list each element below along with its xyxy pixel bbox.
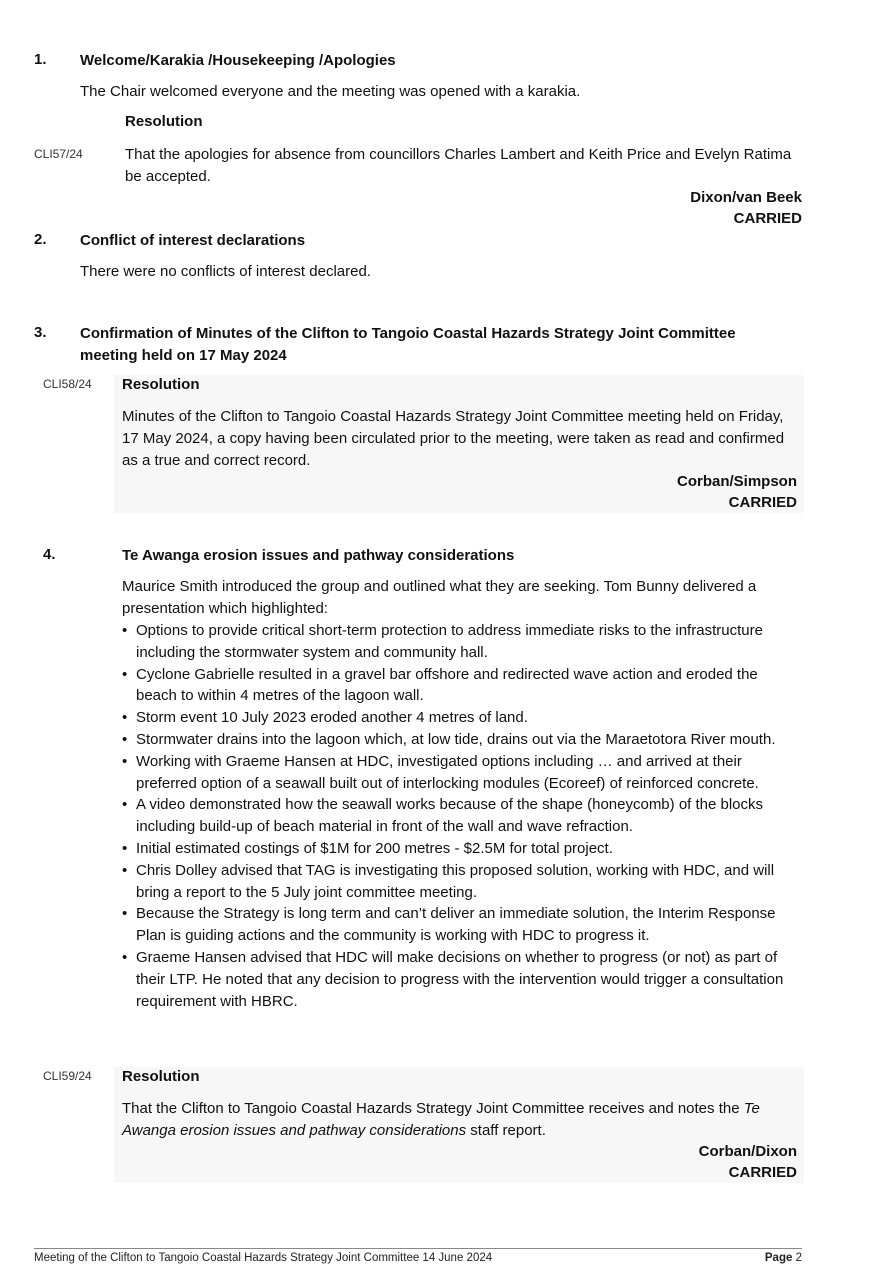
item4-bullet-list (122, 620, 798, 1012)
list-item: • Initial estimated costings of $1M for 200 metres - $2.5M for total project. (122, 838, 798, 860)
list-item: • Stormwater drains into the lagoon which, at low tide, drains out via the Maraetotora River mouth. (122, 729, 798, 751)
item2-title: Conflict of interest declarations (80, 232, 306, 249)
item4-number: 4. (43, 546, 56, 563)
item3-movers: Corban/Simpson (676, 473, 797, 490)
item4-title: Te Awanga erosion issues and pathway considerations (122, 547, 515, 564)
item4-resolution-label: Resolution (122, 1068, 200, 1085)
item4-report-title: Te Awanga erosion issues and pathway considerations (122, 1100, 760, 1139)
list-item: • A video demonstrated how the seawall works because of the shape (honeycomb) of the blocks including build-up of beach material in front of the wall and wave refraction. (122, 794, 798, 838)
item3-title: Confirmation of Minutes of the Clifton to Tangoio Coastal Hazards Strategy Joint Committee meeting held on 17 May 2024 (80, 325, 736, 364)
item1-resolution-text: That the apologies for absence from councillors Charles Lambert and Keith Price and Evelyn Ratima be accepted. (125, 146, 792, 185)
item4-intro: Maurice Smith introduced the group and outlined what they are seeking. Tom Bunny delivered a presentation which highlighted: (122, 578, 757, 617)
item3-resolution-code: CLI58/24 (43, 377, 92, 391)
item1-text: The Chair welcomed everyone and the meeting was opened with a karakia. (80, 83, 581, 100)
footer-divider (34, 1248, 802, 1249)
item3-number: 3. (34, 324, 47, 341)
list-item: • Storm event 10 July 2023 eroded another 4 metres of land. (122, 707, 798, 729)
list-item: • Cyclone Gabrielle resulted in a gravel bar offshore and redirected wave action and eroded the beach to within 4 metres of the lagoon wall. (122, 664, 798, 708)
item4-status: CARRIED (728, 1164, 797, 1181)
footer-page-label: Page (764, 1252, 793, 1264)
item3-resolution-text: Minutes of the Clifton to Tangoio Coastal Hazards Strategy Joint Committee meeting held on Friday, 17 May 2024, a copy having been circulated prior to the meeting, were taken as read and confirmed as a true and correct record. (122, 408, 785, 469)
item4-movers: Corban/Dixon (698, 1143, 797, 1160)
item2-text: There were no conflicts of interest declared. (80, 263, 371, 280)
item1-title: Welcome/Karakia /Housekeeping /Apologies (80, 52, 396, 69)
item1-resolution-code: CLI57/24 (34, 147, 83, 161)
item4-resolution-text (122, 1098, 797, 1142)
list-item: • Chris Dolley advised that TAG is investigating this proposed solution, working with HDC, and will bring a report to the 5 July joint committee meeting. (122, 860, 798, 904)
item1-movers: Dixon/van Beek (690, 189, 802, 206)
item3-status: CARRIED (728, 494, 797, 511)
item1-number: 1. (34, 51, 47, 68)
footer-meeting-title: Meeting of the Clifton to Tangoio Coastal Hazards Strategy Joint Committee 14 June 2024 (34, 1252, 493, 1264)
footer-page-number: 2 (795, 1252, 802, 1264)
item4-resolution-text-pre: That the Clifton to Tangoio Coastal Hazards Strategy Joint Committee receives and notes the (122, 1100, 740, 1117)
item4-resolution-code: CLI59/24 (43, 1069, 92, 1083)
list-item: • Because the Strategy is long term and can’t deliver an immediate solution, the Interim Response Plan is guiding actions and the community is working with HDC to progress it. (122, 903, 798, 947)
list-item: • Graeme Hansen advised that HDC will make decisions on whether to progress (or not) as part of their LTP. He noted that any decision to progress with the intervention would trigger a consultation requirement with HBRC. (122, 947, 798, 1012)
footer-page (700, 1252, 802, 1264)
item1-resolution-label: Resolution (125, 113, 203, 130)
item4-resolution-text-post: staff report. (470, 1122, 546, 1139)
item2-number: 2. (34, 231, 47, 248)
list-item: • Working with Graeme Hansen at HDC, investigated options including … and arrived at their preferred option of a seawall built out of interlocking modules (Ecoreef) of reinforced concrete. (122, 751, 798, 795)
item3-resolution-label: Resolution (122, 376, 200, 393)
list-item: • Options to provide critical short-term protection to address immediate risks to the infrastructure including the stormwater system and community hall. (122, 620, 798, 664)
item1-status: CARRIED (733, 210, 802, 227)
